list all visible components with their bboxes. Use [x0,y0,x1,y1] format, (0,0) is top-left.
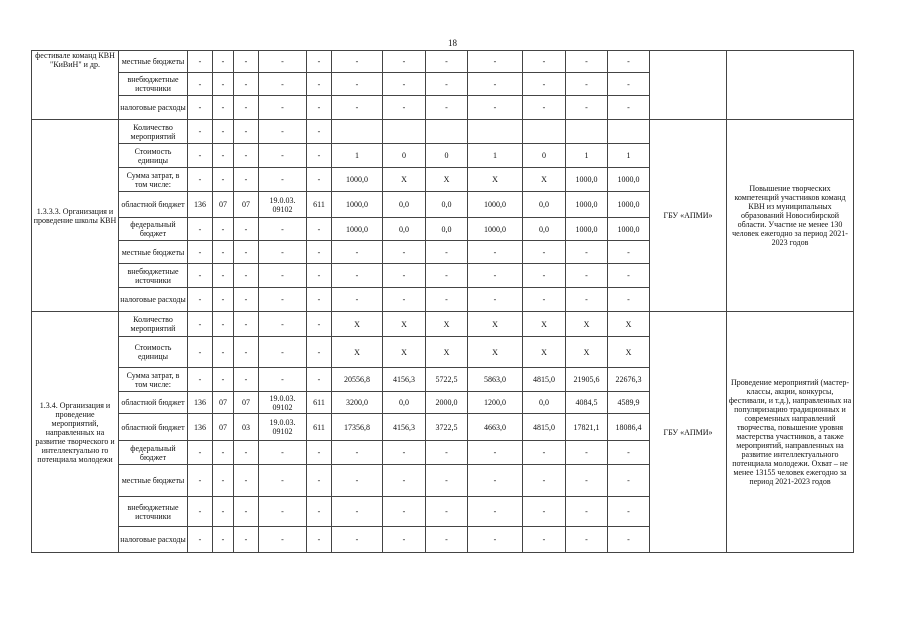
value-cell: 0,0 [523,392,566,414]
code-cell: - [234,465,259,497]
code-cell: 19.0.03. 09102 [259,392,307,414]
value-cell: - [608,96,650,120]
code-cell: - [259,337,307,368]
value-cell: - [608,465,650,497]
value-cell: X [468,337,523,368]
budget-table [31,50,854,553]
value-cell: - [332,288,383,312]
code-cell: - [234,120,259,144]
value-cell: - [566,73,608,96]
value-cell: 4815,0 [523,414,566,441]
code-cell: 03 [234,414,259,441]
code-cell: - [213,144,234,168]
code-cell: - [307,96,332,120]
row-label: местные бюджеты [119,51,188,73]
value-cell: 21905,6 [566,368,608,392]
code-cell: - [307,73,332,96]
value-cell: - [426,497,468,527]
value-cell: 4589,9 [608,392,650,414]
value-cell: - [332,96,383,120]
executor-cell [650,51,727,120]
row-label: налоговые расходы [119,527,188,553]
value-cell: 4156,3 [383,414,426,441]
value-cell: X [608,312,650,337]
value-cell: X [383,312,426,337]
code-cell: - [234,441,259,465]
code-cell: - [213,288,234,312]
row-label: внебюджетные источники [119,73,188,96]
code-cell: - [234,218,259,241]
code-cell: - [307,241,332,264]
code-cell: - [234,368,259,392]
code-cell: - [188,465,213,497]
value-cell: 17821,1 [566,414,608,441]
value-cell: - [608,73,650,96]
value-cell: - [468,465,523,497]
value-cell: 0,0 [426,192,468,218]
value-cell: 1000,0 [566,192,608,218]
code-cell: - [259,241,307,264]
table-row [32,51,854,73]
value-cell: 1 [332,144,383,168]
value-cell: 4663,0 [468,414,523,441]
code-cell: - [188,73,213,96]
value-cell: 5722,5 [426,368,468,392]
value-cell: 0,0 [426,218,468,241]
code-cell: 611 [307,192,332,218]
value-cell: - [426,241,468,264]
value-cell [426,120,468,144]
value-cell: - [383,497,426,527]
value-cell: 1000,0 [608,192,650,218]
value-cell: - [468,241,523,264]
code-cell: - [234,144,259,168]
value-cell: X [566,337,608,368]
table-row [32,120,854,144]
value-cell: 4084,5 [566,392,608,414]
value-cell: - [332,465,383,497]
value-cell: - [608,241,650,264]
code-cell: - [188,337,213,368]
code-cell: - [188,288,213,312]
value-cell: - [566,465,608,497]
value-cell: - [523,527,566,553]
table-row [32,312,854,337]
value-cell: 1 [566,144,608,168]
value-cell: - [523,51,566,73]
code-cell: - [259,497,307,527]
value-cell: - [383,241,426,264]
code-cell: - [188,441,213,465]
value-cell: 1 [468,144,523,168]
code-cell: - [213,51,234,73]
code-cell: - [307,51,332,73]
value-cell: - [608,264,650,288]
code-cell: 136 [188,414,213,441]
value-cell: - [468,527,523,553]
value-cell: 0 [523,144,566,168]
code-cell: - [234,288,259,312]
code-cell: - [234,337,259,368]
value-cell: - [332,441,383,465]
value-cell: - [566,288,608,312]
value-cell: - [468,73,523,96]
value-cell: - [523,264,566,288]
code-cell: 19.0.03. 09102 [259,192,307,218]
value-cell: X [468,312,523,337]
value-cell: 1200,0 [468,392,523,414]
code-cell: - [307,465,332,497]
value-cell: 1000,0 [468,218,523,241]
value-cell: X [426,312,468,337]
value-cell: - [383,96,426,120]
value-cell: - [383,288,426,312]
value-cell: - [426,73,468,96]
value-cell: X [332,312,383,337]
row-label: налоговые расходы [119,96,188,120]
value-cell: 20556,8 [332,368,383,392]
code-cell: - [213,337,234,368]
value-cell: 0,0 [523,192,566,218]
value-cell [468,120,523,144]
value-cell: 1000,0 [332,192,383,218]
value-cell: - [608,527,650,553]
value-cell: X [523,337,566,368]
code-cell: 611 [307,414,332,441]
code-cell: - [213,120,234,144]
code-cell: - [307,218,332,241]
value-cell: 4156,3 [383,368,426,392]
code-cell: 136 [188,192,213,218]
value-cell: - [523,441,566,465]
value-cell: - [608,51,650,73]
value-cell: - [566,441,608,465]
value-cell: - [332,241,383,264]
code-cell: - [188,96,213,120]
code-cell: - [234,241,259,264]
value-cell: - [383,51,426,73]
value-cell: X [566,312,608,337]
code-cell: - [213,441,234,465]
value-cell: 3722,5 [426,414,468,441]
value-cell: - [523,73,566,96]
expected-result: Проведение мероприятий (мастер-классы, акции, конкурсы, фестивали, и т.д.), направленных на популяризацию традиционных и современных направлений творчества, повышение уровня мастерства участников, а также мероприятий, направленных на развитие интеллектуального потенциала молодежи. Охват – не менее 13155 человек ежегодно за период 2021-2023 годов [727,312,854,553]
code-cell: - [234,96,259,120]
value-cell: - [566,497,608,527]
code-cell: 07 [213,192,234,218]
executor-cell: ГБУ «АПМИ» [650,312,727,553]
row-label: налоговые расходы [119,288,188,312]
value-cell: 0 [426,144,468,168]
value-cell: X [383,337,426,368]
value-cell [332,120,383,144]
value-cell: - [426,441,468,465]
code-cell: - [213,368,234,392]
value-cell: 3200,0 [332,392,383,414]
code-cell: - [213,527,234,553]
value-cell: - [426,51,468,73]
value-cell: 1000,0 [332,168,383,192]
code-cell: - [213,241,234,264]
value-cell: 1000,0 [332,218,383,241]
code-cell: - [188,312,213,337]
code-cell: - [188,241,213,264]
value-cell: 22676,3 [608,368,650,392]
code-cell: - [259,51,307,73]
code-cell: - [188,168,213,192]
value-cell: 1000,0 [608,168,650,192]
code-cell: - [234,497,259,527]
code-cell: - [213,497,234,527]
row-label: внебюджетные источники [119,264,188,288]
code-cell: - [259,312,307,337]
code-cell: - [213,312,234,337]
value-cell [523,120,566,144]
value-cell: - [468,264,523,288]
code-cell: - [213,465,234,497]
code-cell: - [259,96,307,120]
code-cell: - [234,312,259,337]
value-cell: - [332,264,383,288]
code-cell: - [213,96,234,120]
value-cell: - [383,527,426,553]
value-cell: X [426,168,468,192]
code-cell: - [307,312,332,337]
value-cell: - [468,51,523,73]
value-cell: - [426,288,468,312]
code-cell: - [188,497,213,527]
value-cell: X [608,337,650,368]
value-cell: X [426,337,468,368]
row-label: Количество мероприятий [119,312,188,337]
value-cell: - [468,497,523,527]
expected-result: Повышение творческих компетенций участников команд КВН из муниципальных образований Новосибирской области. Участие не менее 130 человек ежегодно за период 2021-2023 годов [727,120,854,312]
value-cell: X [332,337,383,368]
value-cell: 1 [608,144,650,168]
code-cell: - [259,527,307,553]
value-cell: - [332,527,383,553]
value-cell: 1000,0 [566,168,608,192]
value-cell: - [523,288,566,312]
row-label: Стоимость единицы [119,337,188,368]
value-cell: 0,0 [383,218,426,241]
code-cell: - [188,264,213,288]
value-cell: 17356,8 [332,414,383,441]
row-label: Количество мероприятий [119,120,188,144]
code-cell: - [259,264,307,288]
value-cell: - [426,96,468,120]
value-cell: - [468,96,523,120]
value-cell: 0,0 [523,218,566,241]
code-cell: - [234,51,259,73]
executor-cell: ГБУ «АПМИ» [650,120,727,312]
value-cell [608,120,650,144]
code-cell: - [188,51,213,73]
code-cell: - [307,441,332,465]
code-cell: - [234,264,259,288]
value-cell: 0,0 [383,392,426,414]
code-cell: - [259,73,307,96]
code-cell: - [259,168,307,192]
value-cell: - [468,288,523,312]
row-label: областной бюджет [119,414,188,441]
value-cell: - [566,51,608,73]
code-cell: - [188,144,213,168]
row-label: федеральный бюджет [119,441,188,465]
code-cell: 611 [307,392,332,414]
value-cell: - [383,465,426,497]
code-cell: - [188,218,213,241]
expected-result [727,51,854,120]
value-cell: - [523,241,566,264]
code-cell: - [259,288,307,312]
value-cell: - [332,73,383,96]
code-cell: - [307,144,332,168]
value-cell: 2000,0 [426,392,468,414]
value-cell: 1000,0 [468,192,523,218]
code-cell: - [188,527,213,553]
value-cell: - [523,497,566,527]
code-cell: - [307,497,332,527]
value-cell: 0 [383,144,426,168]
code-cell: - [234,527,259,553]
code-cell: - [307,527,332,553]
value-cell: - [566,264,608,288]
row-label: местные бюджеты [119,465,188,497]
code-cell: - [259,120,307,144]
value-cell: - [426,264,468,288]
value-cell: X [523,312,566,337]
code-cell: 07 [234,392,259,414]
code-cell: - [234,73,259,96]
page-number: 18 [448,38,457,48]
value-cell [566,120,608,144]
code-cell: - [259,218,307,241]
row-label: Стоимость единицы [119,144,188,168]
value-cell: X [523,168,566,192]
code-cell: - [307,368,332,392]
code-cell: - [307,120,332,144]
value-cell: 1000,0 [566,218,608,241]
code-cell: 07 [213,414,234,441]
value-cell: 4815,0 [523,368,566,392]
code-cell: - [259,144,307,168]
value-cell: 0,0 [383,192,426,218]
code-cell: 07 [234,192,259,218]
code-cell: 136 [188,392,213,414]
value-cell: X [383,168,426,192]
code-cell: - [307,288,332,312]
value-cell: - [383,264,426,288]
code-cell: - [307,264,332,288]
code-cell: - [259,441,307,465]
value-cell: - [468,441,523,465]
row-label: областной бюджет [119,392,188,414]
value-cell: - [523,96,566,120]
code-cell: - [188,120,213,144]
measure-name: 1.3.4. Организация и проведение мероприятий, направленных на развитие творческого и интеллектуально го потенциала молодежи [32,312,119,553]
code-cell: 19.0.03. 09102 [259,414,307,441]
value-cell: 18086,4 [608,414,650,441]
value-cell: 1000,0 [608,218,650,241]
code-cell: 07 [213,392,234,414]
code-cell: - [234,168,259,192]
code-cell: - [213,168,234,192]
value-cell: - [383,73,426,96]
value-cell: - [426,465,468,497]
code-cell: - [259,465,307,497]
value-cell: X [468,168,523,192]
code-cell: - [213,218,234,241]
value-cell: - [566,96,608,120]
value-cell: 5863,0 [468,368,523,392]
code-cell: - [307,337,332,368]
value-cell: - [332,497,383,527]
value-cell: - [332,51,383,73]
measure-name: 1.3.3.3. Организация и проведение школы КВН [32,120,119,312]
value-cell [383,120,426,144]
value-cell: - [566,527,608,553]
row-label: федеральный бюджет [119,218,188,241]
row-label: областной бюджет [119,192,188,218]
code-cell: - [213,73,234,96]
value-cell: - [608,288,650,312]
row-label: внебюджетные источники [119,497,188,527]
code-cell: - [213,264,234,288]
value-cell: - [523,465,566,497]
row-label: Сумма затрат, в том числе: [119,168,188,192]
code-cell: - [307,168,332,192]
row-label: Сумма затрат, в том числе: [119,368,188,392]
code-cell: - [188,368,213,392]
value-cell: - [566,241,608,264]
value-cell: - [426,527,468,553]
code-cell: - [259,368,307,392]
row-label: местные бюджеты [119,241,188,264]
measure-name: фестивале команд КВН "КиВиН" и др. [32,51,119,120]
value-cell: - [608,497,650,527]
value-cell: - [608,441,650,465]
value-cell: - [383,441,426,465]
